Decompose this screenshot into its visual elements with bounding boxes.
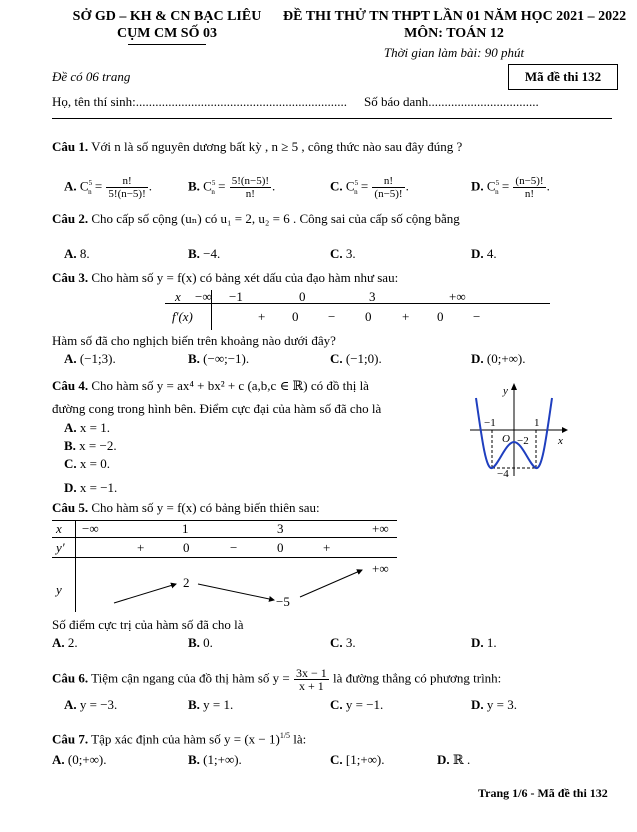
question-1-option-d (471, 175, 550, 200)
quartic-graph (462, 380, 572, 480)
question-5-option-a (52, 635, 78, 651)
question-4-option-c (64, 456, 110, 472)
option-dot: . (405, 178, 409, 194)
option-fraction (106, 175, 147, 200)
option-key: B. (188, 697, 204, 712)
option-value: (−∞;−1). (203, 351, 250, 366)
option-fraction (230, 175, 271, 200)
graph-tick-minus2: −2 (517, 435, 529, 447)
option-sub: n (495, 188, 499, 197)
variation-table (52, 520, 397, 612)
option-numerator: n! (106, 175, 147, 188)
option-key: D. (471, 178, 487, 194)
vt-arrow-up-2 (300, 570, 362, 597)
option-key: A. (64, 697, 80, 712)
option-fraction (513, 175, 545, 200)
graph-origin-label: O (502, 433, 510, 445)
question-6-fraction (294, 667, 329, 692)
question-5-option-c (330, 635, 356, 651)
option-key: D. (471, 351, 487, 366)
option-value: 2. (67, 635, 78, 650)
option-value: (0;+∞). (486, 351, 526, 366)
question-1 (52, 139, 462, 155)
option-key: C. (64, 456, 80, 471)
option-value: x = 0. (79, 456, 110, 471)
question-3-option-b (188, 351, 249, 367)
vt-y-inf: +∞ (372, 561, 389, 576)
question-1-option-a (64, 175, 152, 200)
question-3-option-a (64, 351, 116, 367)
cluster-name: CỤM CM SỐ 03 (117, 26, 217, 41)
sign-table-x-0: −∞ (195, 289, 212, 304)
option-key: C. (330, 246, 346, 261)
department-name: SỞ GD – KH & CN BẠC LIÊU (72, 9, 262, 24)
option-dot: . (148, 178, 153, 194)
option-value: y = −3. (79, 697, 118, 712)
option-numerator: 5!(n−5)! (231, 175, 270, 187)
option-value: y = −1. (345, 697, 384, 712)
question-7-option-d (437, 752, 470, 768)
page-footer: Trang 1/6 - Mã đề thi 132 (478, 786, 608, 800)
option-value: (−1;3). (79, 351, 116, 366)
question-7-option-c (330, 752, 385, 768)
sign-table-sign-0: + (258, 309, 266, 324)
option-value: 3. (345, 246, 356, 261)
option-lhs: C (203, 178, 212, 194)
question-1-option-c (330, 175, 409, 200)
option-key: A. (64, 178, 80, 194)
option-value: x = 1. (79, 420, 110, 435)
vt-yp-label: y′ (56, 540, 65, 555)
question-7-text: Tập xác định của hàm số y = (x − 1) (88, 731, 280, 747)
question-4 (52, 378, 369, 394)
option-fraction (372, 175, 404, 200)
question-6-option-a (64, 697, 117, 713)
option-sub: n (88, 188, 92, 197)
sign-table-hline (165, 303, 550, 304)
question-6-text-post: là đường thẳng có phương trình: (329, 670, 502, 686)
option-value: [1;+∞). (345, 752, 385, 767)
sign-table-sign-3: 0 (365, 309, 372, 324)
option-value: y = 3. (486, 697, 517, 712)
header-divider (52, 118, 612, 119)
option-sub: n (354, 188, 358, 197)
option-value: 4. (486, 246, 497, 261)
sign-table (165, 290, 550, 330)
question-4-option-a (64, 420, 110, 436)
exam-duration: Thời gian làm bài: 90 phút (383, 45, 525, 60)
question-6-text-pre: Tiệm cận ngang của đồ thị hàm số y = (88, 670, 290, 686)
option-value: ℝ . (452, 752, 471, 767)
student-id-field: Số báo danh.................................. (364, 94, 539, 109)
option-value: (−1;0). (345, 351, 382, 366)
graph-tick-minus4: −4 (497, 468, 509, 480)
option-denominator: 5!(n−5)! (108, 188, 146, 200)
question-1-text: Với n là số nguyên dương bất kỳ , n ≥ 5 , công thức nào sau đây đúng ? (88, 139, 463, 154)
option-key: A. (64, 351, 80, 366)
vt-y-label: y (56, 582, 62, 597)
question-5-prompt: Số điểm cực trị của hàm số đã cho là (52, 617, 244, 632)
option-key: B. (188, 635, 204, 650)
option-key: B. (188, 178, 204, 194)
option-eq: = (357, 178, 372, 194)
question-6-option-d (471, 697, 517, 713)
graph-y-arrow (511, 383, 517, 390)
option-value: −4. (203, 246, 221, 261)
option-key: A. (64, 246, 80, 261)
vt-sign-2: − (230, 540, 238, 555)
option-key: A. (64, 420, 80, 435)
option-eq: = (498, 178, 513, 194)
vt-arrows (52, 520, 397, 612)
question-7-text-post: là: (290, 731, 307, 747)
option-key: B. (188, 246, 204, 261)
question-4-option-b (64, 438, 117, 454)
cluster-underline (128, 44, 206, 45)
graph-tick-1: 1 (534, 417, 540, 429)
option-sup: 5 (211, 179, 216, 188)
question-6-option-b (188, 697, 233, 713)
option-key: A. (52, 635, 68, 650)
vt-y-max: 2 (183, 575, 190, 590)
graph-tick-minus1: −1 (484, 417, 496, 429)
vt-y-min: −5 (276, 594, 290, 609)
pages-note: Đề có 06 trang (52, 69, 131, 84)
sign-table-fp-label: f′(x) (172, 309, 193, 324)
q6-denominator: x + 1 (298, 679, 324, 693)
question-4-option-d (64, 480, 117, 496)
q7-exponent: 1/5 (279, 731, 291, 740)
option-value: y = 1. (203, 697, 234, 712)
option-key: C. (330, 635, 346, 650)
option-key: D. (471, 635, 487, 650)
vt-x-1: 1 (182, 521, 189, 536)
graph-x-arrow (562, 427, 568, 433)
vt-x-2: 3 (277, 521, 284, 536)
option-key: B. (188, 752, 204, 767)
question-1-option-b (188, 175, 275, 200)
question-5-option-b (188, 635, 213, 651)
option-key: D. (471, 697, 487, 712)
question-3-prompt: Hàm số đã cho nghịch biến trên khoảng nào dưới đây? (52, 333, 336, 348)
sign-table-sign-6: − (473, 309, 481, 324)
vt-sign-1: 0 (183, 540, 190, 555)
vt-sign-0: + (137, 540, 145, 555)
option-dot: . (272, 178, 276, 194)
option-denominator: n! (245, 188, 255, 200)
option-sup: 5 (88, 179, 93, 188)
option-value: 1. (486, 635, 497, 650)
option-eq: = (214, 178, 229, 194)
q6-numerator: 3x − 1 (295, 666, 327, 680)
question-7-option-b (188, 752, 242, 768)
sign-table-sign-1: 0 (292, 309, 299, 324)
question-5 (52, 500, 320, 516)
option-key: C. (330, 351, 346, 366)
option-lhs: C (79, 178, 89, 194)
option-key: B. (188, 351, 204, 366)
question-2 (52, 211, 460, 227)
question-1-label: Câu 1. (52, 139, 89, 154)
question-2-option-d (471, 246, 497, 262)
sign-table-x-1: −1 (229, 289, 243, 304)
option-key: C. (330, 697, 346, 712)
question-7-label: Câu 7. (52, 731, 89, 747)
question-2-text: Cho cấp số cộng (uₙ) có u₁ = 2, u₂ = 6 . Công sai của cấp số cộng bằng (88, 211, 460, 226)
question-2-option-a (64, 246, 90, 262)
vt-x-0: −∞ (82, 521, 99, 536)
vt-x-label: x (56, 521, 62, 536)
option-key: D. (64, 480, 80, 495)
option-lhs: C (345, 178, 355, 194)
option-denominator: (n−5)! (374, 188, 403, 200)
question-3-label: Câu 3. (52, 270, 89, 285)
option-sup: 5 (354, 179, 359, 188)
option-key: D. (471, 246, 487, 261)
question-5-option-d (471, 635, 497, 651)
sign-table-x-3: 3 (369, 289, 376, 304)
option-eq: = (91, 178, 106, 194)
option-value: (1;+∞). (203, 752, 242, 767)
question-3 (52, 270, 398, 286)
question-2-label: Câu 2. (52, 211, 89, 226)
option-numerator: n! (372, 175, 404, 188)
question-2-option-b (188, 246, 220, 262)
student-name-field: Họ, tên thí sinh:................................................................. (52, 94, 348, 109)
question-5-label: Câu 5. (52, 500, 89, 515)
question-7-option-a (52, 752, 107, 768)
question-4-label: Câu 4. (52, 378, 89, 393)
question-3-text: Cho hàm số y = f(x) có bảng xét dấu của đạo hàm như sau: (88, 270, 399, 285)
exam-title: ĐỀ THI THỬ TN THPT LẦN 01 NĂM HỌC 2021 – 2022 (283, 9, 627, 24)
graph-x-label: x (558, 435, 563, 447)
option-dot: . (546, 178, 550, 194)
option-numerator: (n−5)! (515, 175, 544, 187)
vt-sign-4: + (323, 540, 331, 555)
question-4-text: Cho hàm số y = ax⁴ + bx² + c (a,b,c ∈ ℝ) có đồ thị là (88, 378, 369, 393)
question-5-text: Cho hàm số y = f(x) có bảng biến thiên sau: (88, 500, 320, 515)
vt-sign-3: 0 (277, 540, 284, 555)
option-value: 0. (203, 635, 213, 650)
question-3-option-d (471, 351, 526, 367)
question-6-label: Câu 6. (52, 670, 89, 686)
question-2-option-c (330, 246, 356, 262)
option-key: A. (52, 752, 68, 767)
sign-table-x-2: 0 (299, 289, 306, 304)
subject-title: MÔN: TOÁN 12 (404, 26, 504, 41)
option-key: D. (437, 752, 453, 767)
option-key: B. (64, 438, 80, 453)
option-key: C. (330, 752, 346, 767)
option-sup: 5 (495, 179, 500, 188)
sign-table-sign-2: − (328, 309, 336, 324)
vt-x-3: +∞ (372, 521, 389, 536)
question-6 (52, 667, 501, 692)
option-lhs: C (486, 178, 496, 194)
option-value: 8. (79, 246, 90, 261)
option-sub: n (211, 188, 215, 197)
option-value: 3. (345, 635, 356, 650)
question-4-text-line2: đường cong trong hình bên. Điểm cực đại của hàm số đã cho là (52, 401, 382, 416)
option-key: C. (330, 178, 346, 194)
question-7 (52, 731, 306, 747)
vt-arrow-down (198, 584, 274, 600)
option-value: x = −1. (79, 480, 118, 495)
exam-code-box: Mã đề thi 132 (508, 64, 618, 90)
sign-table-x-label: x (175, 289, 181, 304)
question-6-option-c (330, 697, 383, 713)
sign-table-sign-5: 0 (437, 309, 444, 324)
vt-arrow-up-1 (114, 584, 176, 603)
sign-table-x-4: +∞ (449, 289, 466, 304)
sign-table-sign-4: + (402, 309, 410, 324)
option-denominator: n! (524, 188, 535, 200)
graph-y-label: y (503, 385, 508, 397)
option-value: x = −2. (79, 438, 117, 453)
option-value: (0;+∞). (67, 752, 107, 767)
question-3-option-c (330, 351, 382, 367)
